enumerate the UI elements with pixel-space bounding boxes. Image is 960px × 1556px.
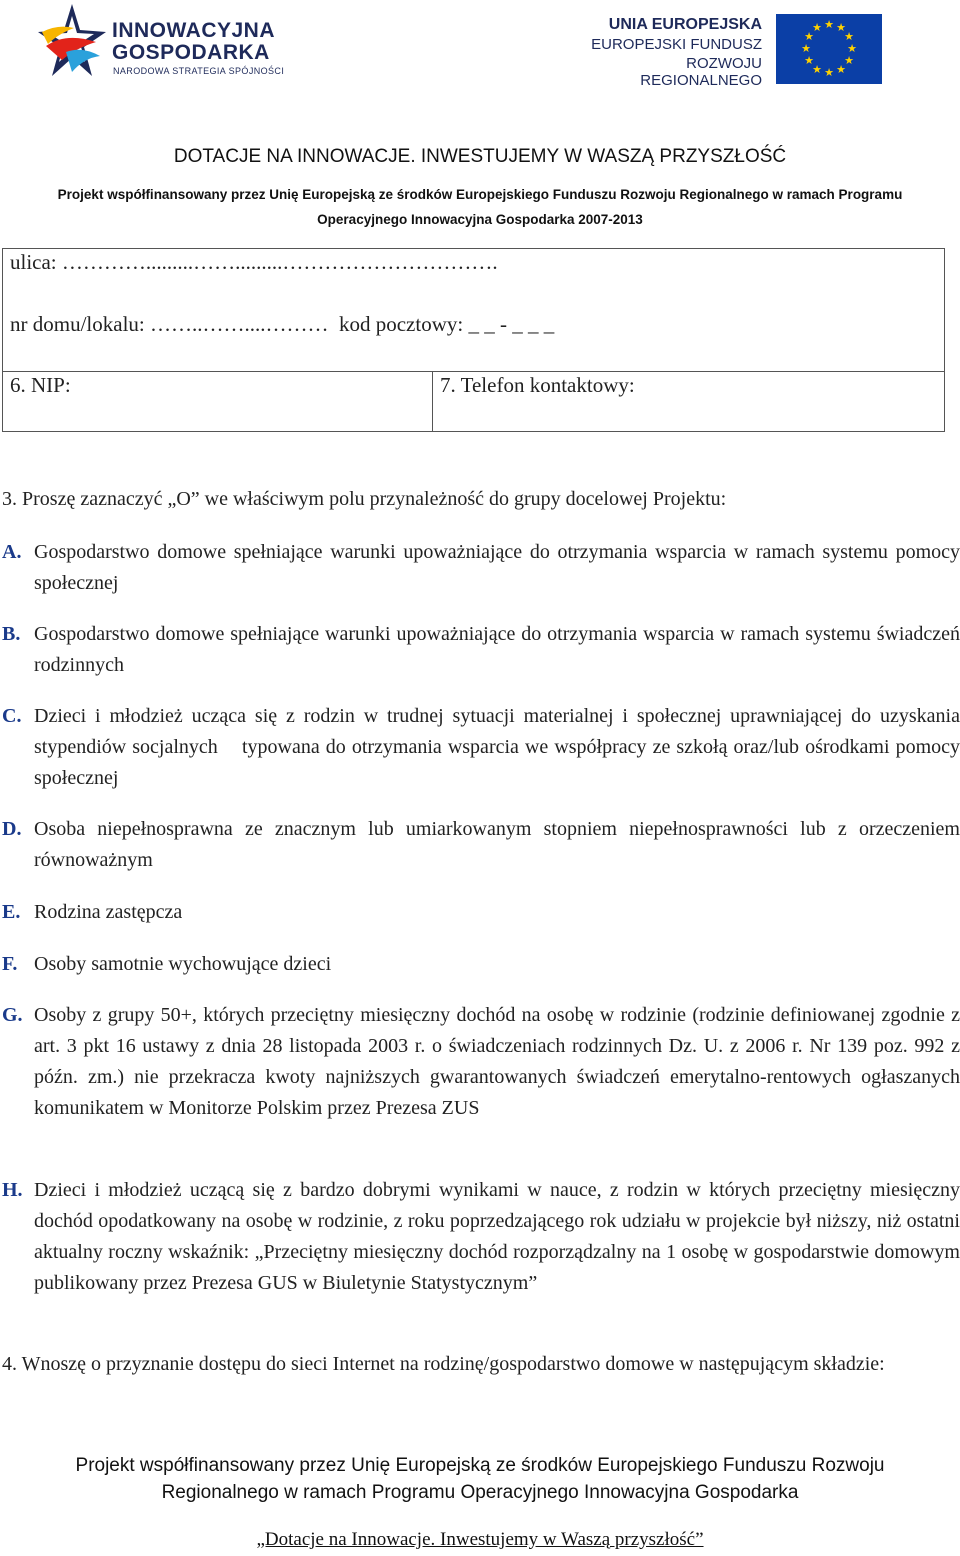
table-divider bbox=[2, 371, 945, 372]
option-letter: E. bbox=[2, 901, 21, 923]
option-letter: D. bbox=[2, 818, 22, 840]
option-text: Osoba niepełnosprawna ze znacznym lub umiarkowanym stopniem niepełnosprawności lub z orzeczeniem równoważnym bbox=[34, 818, 960, 871]
logo-right-line1: UNIA EUROPEJSKA bbox=[608, 16, 762, 33]
option-letter: G. bbox=[2, 1004, 23, 1026]
phone-field[interactable]: 7. Telefon kontaktowy: bbox=[440, 373, 635, 397]
svg-text:★: ★ bbox=[836, 63, 846, 76]
table-column-divider bbox=[432, 371, 433, 432]
option-text: Gospodarstwo domowe spełniające warunki upoważniające do otrzymania wsparcia w ramach systemu pomocy społecznej bbox=[34, 541, 960, 594]
section3-intro: 3. Proszę zaznaczyć „O” we właściwym polu przynależność do grupy docelowej Projektu: bbox=[2, 488, 727, 510]
option-letter: B. bbox=[2, 623, 21, 645]
option-letter: C. bbox=[2, 705, 22, 727]
svg-text:★: ★ bbox=[847, 42, 857, 55]
svg-text:★: ★ bbox=[844, 54, 854, 67]
section4-text: 4. Wnoszę o przyznanie dostępu do sieci Internet na rodzinę/gospodarstwo domowe w następującym składzie: bbox=[2, 1353, 885, 1375]
option-text: Rodzina zastępcza bbox=[34, 901, 183, 923]
logo-right-line3: ROZWOJU REGIONALNEGO bbox=[640, 55, 762, 89]
group-option-d[interactable] bbox=[2, 814, 960, 876]
logo-left-line3: NARODOWA STRATEGIA SPÓJNOŚCI bbox=[113, 66, 285, 76]
address-form-table bbox=[2, 248, 945, 432]
svg-text:★: ★ bbox=[824, 18, 834, 31]
group-option-e[interactable] bbox=[2, 897, 960, 928]
logo-left-line1: INNOWACYJNA bbox=[112, 19, 276, 42]
option-text: Dzieci i młodzież uczącą się z bardzo dobrymi wynikami w nauce, z rodzin w których przeciętny miesięczny dochód opodatkowany na osobę w rodzinie, z roku poprzedzającego rok udziału w projekcie był niższy, niż ostatni aktualny roczny wskaźnik: „Przeciętny miesięczny dochód rozporządzalny na 1 osobę w gospodarstwie domowym publikowany przez Prezesa GUS w Biuletynie Statystycznym” bbox=[34, 1179, 960, 1294]
group-option-c[interactable] bbox=[2, 701, 960, 794]
option-text: Gospodarstwo domowe spełniające warunki upoważniające do otrzymania wsparcia w ramach systemu świadczeń rodzinnych bbox=[34, 623, 960, 676]
footer-line2: Regionalnego w ramach Programu Operacyjnego Innowacyjna Gospodarka bbox=[161, 1482, 799, 1503]
page-title: DOTACJE NA INNOWACJE. INWESTUJEMY W WASZĄ PRZYSZŁOŚĆ bbox=[173, 146, 787, 167]
group-option-f[interactable] bbox=[2, 949, 960, 980]
group-option-b[interactable] bbox=[2, 619, 960, 681]
star-logo-icon bbox=[36, 2, 108, 80]
header-subtitle-line2: Operacyjnego Innowacyjna Gospodarka 2007-2013 bbox=[317, 212, 643, 227]
option-text: Osoby z grupy 50+, których przeciętny miesięczny dochód na osobę w rodzinie (rodzinie definiowanej zgodnie z art. 3 pkt 16 ustawy z dnia 28 listopada 2003 r. o świadczeniach rodzinnych Dz. U. z 2006 r. Nr 139 poz. 992 z późn. zm.) nie przekracza kwoty najniższych gwarantowanych świadczeń emerytalno-rentowych ogłaszanych komunikatem w Monitorze Polskim przez Prezesa ZUS bbox=[34, 1004, 960, 1119]
nip-field[interactable]: 6. NIP: bbox=[10, 373, 71, 397]
group-option-g[interactable] bbox=[2, 1000, 960, 1155]
svg-text:★: ★ bbox=[844, 30, 854, 43]
option-letter: H. bbox=[2, 1179, 23, 1201]
eu-flag-icon bbox=[776, 14, 882, 84]
option-text: Osoby samotnie wychowujące dzieci bbox=[34, 953, 332, 975]
logo-left-line2: GOSPODARKA bbox=[112, 41, 270, 64]
svg-text:★: ★ bbox=[812, 63, 822, 76]
innowacyjna-gospodarka-logo bbox=[36, 2, 286, 80]
street-field[interactable]: ulica: ………….........…….........…………………………. bbox=[10, 250, 498, 274]
svg-text:★: ★ bbox=[836, 21, 846, 34]
header-subtitle-line1: Projekt współfinansowany przez Unię Europejską ze środków Europejskiego Funduszu Rozwoju Regionalnego w ramach Programu bbox=[57, 187, 903, 202]
svg-text:★: ★ bbox=[812, 21, 822, 34]
option-letter: F. bbox=[2, 953, 18, 975]
option-letter: A. bbox=[2, 541, 22, 563]
group-option-h[interactable] bbox=[2, 1175, 960, 1330]
logo-right-line2: EUROPEJSKI FUNDUSZ bbox=[591, 36, 762, 53]
footer-slogan: „Dotacje na Innowacje. Inwestujemy w Waszą przyszłość” bbox=[256, 1529, 704, 1550]
svg-text:★: ★ bbox=[801, 42, 811, 55]
svg-text:★: ★ bbox=[804, 54, 814, 67]
svg-text:★: ★ bbox=[824, 66, 834, 79]
house-postal-field[interactable]: nr domu/lokalu: ……..……....……… kod pocztowy: _ _ - _ _ _ bbox=[10, 312, 555, 336]
svg-text:★: ★ bbox=[804, 30, 814, 43]
footer-line1: Projekt współfinansowany przez Unię Europejską ze środków Europejskiego Funduszu Rozwoju bbox=[75, 1455, 885, 1476]
eu-fund-logo bbox=[566, 2, 896, 89]
option-text: Dzieci i młodzież ucząca się z rodzin w trudnej sytuacji materialnej i społecznej uprawniającej do uzyskania stypendiów socjalnych typowana do otrzymania wsparcia we współpracy ze szkołą oraz/lub ośrodkami pomocy społecznej bbox=[34, 705, 960, 789]
group-option-a[interactable] bbox=[2, 537, 960, 599]
